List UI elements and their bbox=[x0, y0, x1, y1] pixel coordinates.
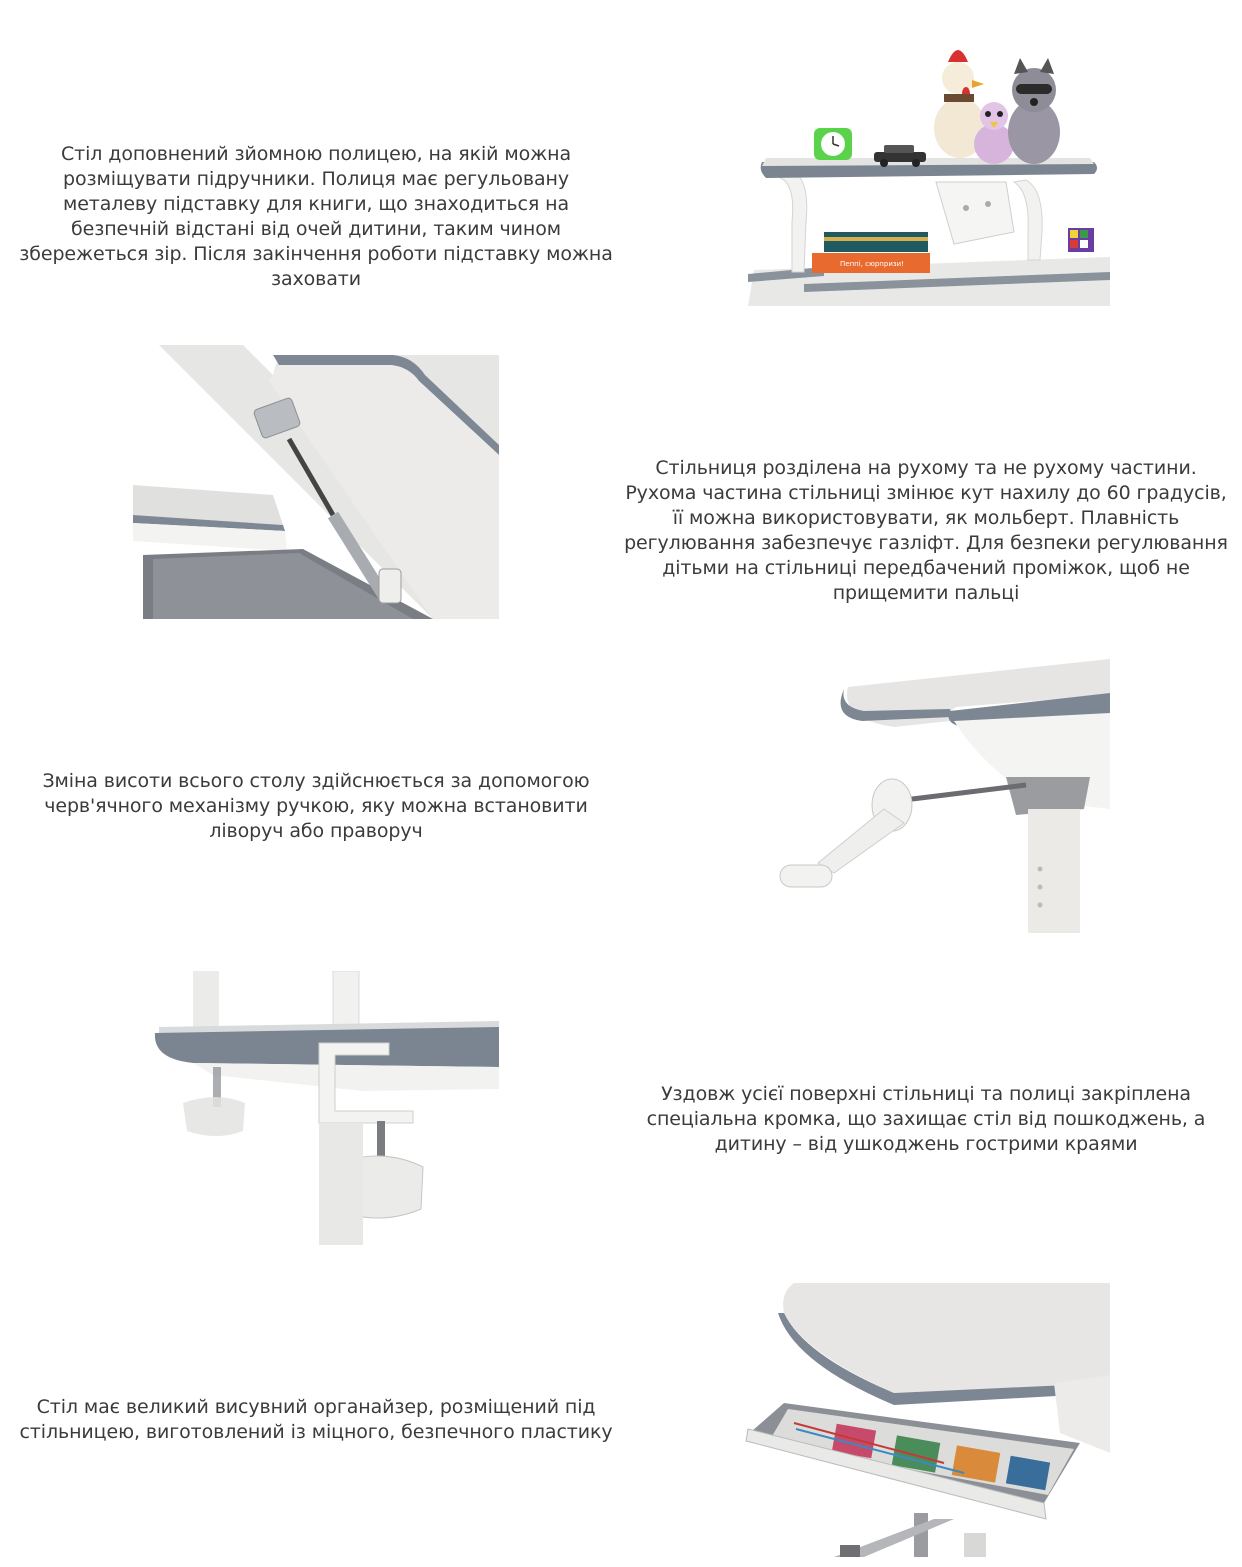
desk-shelf-photo bbox=[744, 32, 1110, 306]
feature-text-drawer: Стіл має великий висувний органайзер, розміщений під стільницею, виготовлений із міцного, безпечного пластику bbox=[19, 1396, 613, 1443]
edge-clamp-photo bbox=[133, 971, 499, 1245]
feature-text-height: Зміна висоти всього столу здійснюється за допомогою черв'ячного механізму ручкою, яку можна встановити ліворуч або праворуч bbox=[42, 770, 590, 842]
book-bottom-title: Пеппі, сюрпризи! bbox=[840, 260, 904, 268]
feature-text-shelf: Стіл доповнений зйомною полицею, на якій можна розміщувати підручники. Полиця має регульовану металеву підставку для книги, що знаходиться на безпечній відстані від очей дитини, таким чином збережеться зір. Після закінчення роботи підставку можна заховати bbox=[19, 143, 613, 290]
tilting-tabletop-photo bbox=[133, 345, 499, 619]
feature-text-edge: Уздовж усієї поверхні стільниці та полиці закріплена спеціальна кромка, що захищає стіл від пошкоджень, а дитину – від ушкоджень гострими краями bbox=[646, 1083, 1206, 1155]
height-crank-photo bbox=[744, 659, 1110, 933]
feature-text-tilt: Стільниця розділена на рухому та не рухому частини. Рухома частина стільниці змінює кут нахилу до 60 градусів, її можна використовувати, як мольберт. Плавність регулювання забезпечує газліфт. Для безпеки регулювання дітьми на стільниці передбачений проміжок, щоб не прищемити пальці bbox=[624, 457, 1228, 604]
drawer-organizer-photo bbox=[744, 1283, 1110, 1557]
